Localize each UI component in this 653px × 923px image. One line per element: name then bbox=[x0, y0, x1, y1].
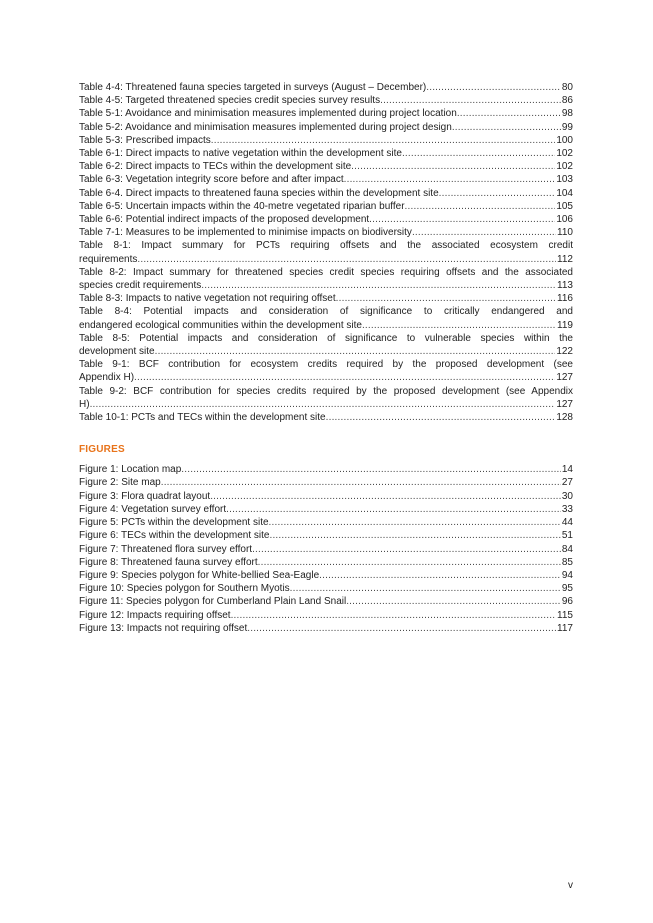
toc-figure-entry[interactable] bbox=[79, 595, 573, 608]
dot-leader bbox=[405, 200, 556, 213]
toc-figure-entry[interactable] bbox=[79, 569, 573, 582]
toc-figure-entry-label: Figure 1: Location map bbox=[79, 464, 182, 476]
toc-table-entry[interactable] bbox=[79, 398, 573, 411]
toc-figure-entry[interactable] bbox=[79, 622, 573, 635]
dot-leader bbox=[362, 319, 556, 332]
toc-table-entry-label: Table 6-3: Vegetation integrity score before and after impact bbox=[79, 174, 344, 186]
dot-leader bbox=[269, 529, 560, 542]
toc-figure-entry-page-number: 117 bbox=[557, 622, 573, 634]
dot-leader bbox=[319, 569, 561, 582]
toc-table-entry-label-line1: Table 9-1: BCF contribution for ecosystem credits required by the proposed development (see bbox=[79, 359, 573, 371]
toc-table-entry-label: requirements bbox=[79, 253, 138, 265]
dot-leader bbox=[457, 107, 561, 120]
toc-table-entry[interactable] bbox=[79, 94, 573, 107]
toc-table-entry-wrapped[interactable] bbox=[79, 358, 573, 384]
dot-leader bbox=[210, 490, 561, 503]
toc-figure-entry-label: Figure 7: Threatened flora survey effort bbox=[79, 543, 253, 555]
toc-table-entry-label: Table 6-1: Direct impacts to native vegetation within the development site bbox=[79, 148, 402, 160]
toc-figure-entry-page-number: 115 bbox=[557, 609, 573, 621]
toc-figure-entry-label: Figure 2: Site map bbox=[79, 477, 161, 489]
toc-figure-entry[interactable] bbox=[79, 556, 573, 569]
toc-table-entry[interactable] bbox=[79, 200, 573, 213]
dot-leader bbox=[181, 463, 561, 476]
toc-figure-entry-label: Figure 9: Species polygon for White-bellied Sea-Eagle bbox=[79, 569, 320, 581]
toc-figure-entry-label: Figure 3: Flora quadrat layout bbox=[79, 490, 211, 502]
toc-table-entry-page-number: 98 bbox=[561, 108, 573, 120]
toc-table-entry-label: Table 4-5: Targeted threatened species credit species survey results bbox=[79, 95, 381, 107]
toc-figure-entry-label: Figure 13: Impacts not requiring offset bbox=[79, 622, 248, 634]
toc-table-entry[interactable] bbox=[79, 279, 573, 292]
toc-table-entry[interactable] bbox=[79, 147, 573, 160]
list-of-tables bbox=[79, 81, 573, 424]
toc-table-entry-page-number: 112 bbox=[557, 253, 573, 265]
toc-table-entry[interactable] bbox=[79, 187, 573, 200]
toc-figure-entry-label: Figure 12: Impacts requiring offset bbox=[79, 609, 231, 621]
toc-table-entry[interactable] bbox=[79, 371, 573, 384]
toc-figure-entry-page-number: 84 bbox=[561, 543, 573, 555]
toc-table-entry-wrapped[interactable] bbox=[79, 305, 573, 331]
toc-figure-entry-label: Figure 6: TECs within the development site bbox=[79, 530, 270, 542]
toc-table-entry-label: H) bbox=[79, 398, 90, 410]
dot-leader bbox=[137, 253, 556, 266]
toc-table-entry-wrapped[interactable] bbox=[79, 332, 573, 358]
toc-table-entry[interactable] bbox=[79, 345, 573, 358]
toc-table-entry-wrapped[interactable] bbox=[79, 239, 573, 265]
toc-table-entry-label: Table 6-5: Uncertain impacts within the 40-metre vegetated riparian buffer bbox=[79, 200, 405, 212]
toc-table-entry-page-number: 99 bbox=[561, 121, 573, 133]
toc-table-entry-wrapped[interactable] bbox=[79, 385, 573, 411]
toc-table-entry-label: species credit requirements bbox=[79, 280, 202, 292]
toc-table-entry-page-number: 113 bbox=[557, 280, 573, 292]
dot-leader bbox=[269, 516, 561, 529]
dot-leader bbox=[369, 213, 555, 226]
toc-figure-entry[interactable] bbox=[79, 476, 573, 489]
toc-table-entry[interactable] bbox=[79, 121, 573, 134]
toc-figure-entry[interactable] bbox=[79, 490, 573, 503]
toc-figure-entry[interactable] bbox=[79, 503, 573, 516]
toc-table-entry-label: Table 5-1: Avoidance and minimisation measures implemented during project location bbox=[79, 108, 457, 120]
toc-figure-entry-page-number: 27 bbox=[561, 477, 573, 489]
dot-leader bbox=[351, 160, 555, 173]
toc-figure-entry[interactable] bbox=[79, 543, 573, 556]
toc-table-entry-page-number: 105 bbox=[556, 200, 573, 212]
dot-leader bbox=[380, 94, 561, 107]
toc-figure-entry-label: Figure 5: PCTs within the development site bbox=[79, 517, 269, 529]
toc-table-entry-label-line1: Table 9-2: BCF contribution for species credits required by the proposed development (see Appendix bbox=[79, 385, 573, 397]
toc-table-entry-label: Table 10-1: PCTs and TECs within the development site bbox=[79, 412, 326, 424]
toc-table-entry-label: Table 5-2: Avoidance and minimisation measures implemented during project design bbox=[79, 121, 452, 133]
toc-figure-entry[interactable] bbox=[79, 516, 573, 529]
toc-figure-entry-label: Figure 8: Threatened fauna survey effort bbox=[79, 556, 258, 568]
toc-figure-entry-page-number: 14 bbox=[561, 464, 573, 476]
toc-table-entry[interactable] bbox=[79, 107, 573, 120]
toc-table-entry-label: Table 6-4. Direct impacts to threatened fauna species within the development site bbox=[79, 187, 439, 199]
toc-table-entry[interactable] bbox=[79, 173, 573, 186]
toc-table-entry-page-number: 116 bbox=[557, 293, 573, 305]
toc-table-entry-label: Table 6-2: Direct impacts to TECs within the development site bbox=[79, 161, 352, 173]
dot-leader bbox=[258, 556, 561, 569]
toc-figure-entry[interactable] bbox=[79, 463, 573, 476]
dot-leader bbox=[290, 582, 561, 595]
toc-table-entry-label: endangered ecological communities within the development site bbox=[79, 319, 362, 331]
toc-figure-entry-label: Figure 10: Species polygon for Southern Myotis bbox=[79, 583, 290, 595]
toc-table-entry-page-number: 110 bbox=[557, 227, 573, 239]
toc-figure-entry[interactable] bbox=[79, 582, 573, 595]
toc-table-entry-page-number: 102 bbox=[556, 148, 573, 160]
dot-leader bbox=[90, 398, 556, 411]
dot-leader bbox=[412, 226, 556, 239]
toc-table-entry-page-number: 86 bbox=[561, 95, 573, 107]
dot-leader bbox=[346, 595, 561, 608]
list-of-figures bbox=[79, 463, 573, 635]
dot-leader bbox=[344, 173, 556, 186]
toc-table-entry-page-number: 80 bbox=[561, 82, 573, 93]
toc-figure-entry-page-number: 33 bbox=[561, 503, 573, 515]
dot-leader bbox=[231, 609, 556, 622]
toc-figure-entry-label: Figure 4: Vegetation survey effort bbox=[79, 503, 227, 515]
toc-table-entry[interactable] bbox=[79, 292, 573, 305]
dot-leader bbox=[439, 187, 556, 200]
dot-leader bbox=[252, 543, 561, 556]
document-page bbox=[79, 81, 573, 635]
toc-table-entry-label: development site bbox=[79, 346, 155, 358]
dot-leader bbox=[226, 503, 561, 516]
toc-table-entry-label: Table 4-4: Threatened fauna species targeted in surveys (August – December) bbox=[79, 82, 427, 93]
toc-table-entry-page-number: 128 bbox=[556, 412, 573, 424]
toc-table-entry-page-number: 102 bbox=[556, 161, 573, 173]
toc-table-entry-page-number: 127 bbox=[556, 372, 573, 384]
toc-table-entry[interactable] bbox=[79, 319, 573, 332]
dot-leader bbox=[336, 292, 556, 305]
toc-table-entry-page-number: 104 bbox=[556, 187, 573, 199]
toc-table-entry[interactable] bbox=[79, 134, 573, 147]
toc-figure-entry[interactable] bbox=[79, 529, 573, 542]
toc-table-entry-page-number: 100 bbox=[556, 134, 573, 146]
toc-table-entry-page-number: 103 bbox=[556, 174, 573, 186]
toc-table-entry-label: Table 6-6: Potential indirect impacts of the proposed development bbox=[79, 214, 370, 226]
toc-figure-entry-page-number: 94 bbox=[561, 569, 573, 581]
dot-leader bbox=[201, 279, 556, 292]
dot-leader bbox=[247, 622, 556, 635]
toc-table-entry[interactable] bbox=[79, 81, 573, 94]
dot-leader bbox=[155, 345, 556, 358]
toc-table-entry-page-number: 106 bbox=[556, 214, 573, 226]
dot-leader bbox=[211, 134, 556, 147]
toc-table-entry-label-line1: Table 8-1: Impact summary for PCTs requiring offsets and the associated ecosystem credit bbox=[79, 240, 573, 252]
toc-table-entry[interactable] bbox=[79, 226, 573, 239]
toc-figure-entry-page-number: 96 bbox=[561, 596, 573, 608]
toc-table-entry[interactable] bbox=[79, 160, 573, 173]
toc-table-entry[interactable] bbox=[79, 253, 573, 266]
toc-figure-entry-page-number: 30 bbox=[561, 490, 573, 502]
dot-leader bbox=[326, 411, 556, 424]
toc-table-entry-label: Table 7-1: Measures to be implemented to minimise impacts on biodiversity bbox=[79, 227, 412, 239]
toc-table-entry-page-number: 119 bbox=[557, 319, 573, 331]
toc-table-entry-wrapped[interactable] bbox=[79, 266, 573, 292]
toc-figure-entry-label: Figure 11: Species polygon for Cumberland Plain Land Snail bbox=[79, 596, 347, 608]
toc-table-entry-label-line1: Table 8-5: Potential impacts and consideration of significance to vulnerable species within the bbox=[79, 332, 573, 344]
toc-table-entry-label-line1: Table 8-4: Potential impacts and consideration of significance to critically endangered and bbox=[79, 306, 573, 318]
figures-heading: FIGURES bbox=[79, 444, 125, 456]
toc-figure-entry[interactable] bbox=[79, 609, 573, 622]
toc-table-entry-page-number: 127 bbox=[556, 398, 573, 410]
toc-figure-entry-page-number: 51 bbox=[561, 530, 573, 542]
toc-table-entry[interactable] bbox=[79, 213, 573, 226]
dot-leader bbox=[426, 81, 561, 94]
page-number: v bbox=[568, 880, 573, 891]
dot-leader bbox=[452, 121, 561, 134]
toc-table-entry-label: Table 5-3: Prescribed impacts bbox=[79, 134, 211, 146]
toc-table-entry-label: Table 8-3: Impacts to native vegetation not requiring offset bbox=[79, 293, 336, 305]
toc-table-entry-page-number: 122 bbox=[556, 346, 573, 358]
toc-figure-entry-page-number: 85 bbox=[561, 556, 573, 568]
toc-table-entry-label-line1: Table 8-2: Impact summary for threatened species credit species requiring offsets and the associated bbox=[79, 266, 573, 278]
toc-table-entry-label: Appendix H) bbox=[79, 372, 135, 384]
dot-leader bbox=[402, 147, 555, 160]
toc-table-entry[interactable] bbox=[79, 411, 573, 424]
dot-leader bbox=[161, 476, 561, 489]
toc-figure-entry-page-number: 95 bbox=[561, 583, 573, 595]
dot-leader bbox=[134, 371, 555, 384]
toc-figure-entry-page-number: 44 bbox=[561, 517, 573, 529]
